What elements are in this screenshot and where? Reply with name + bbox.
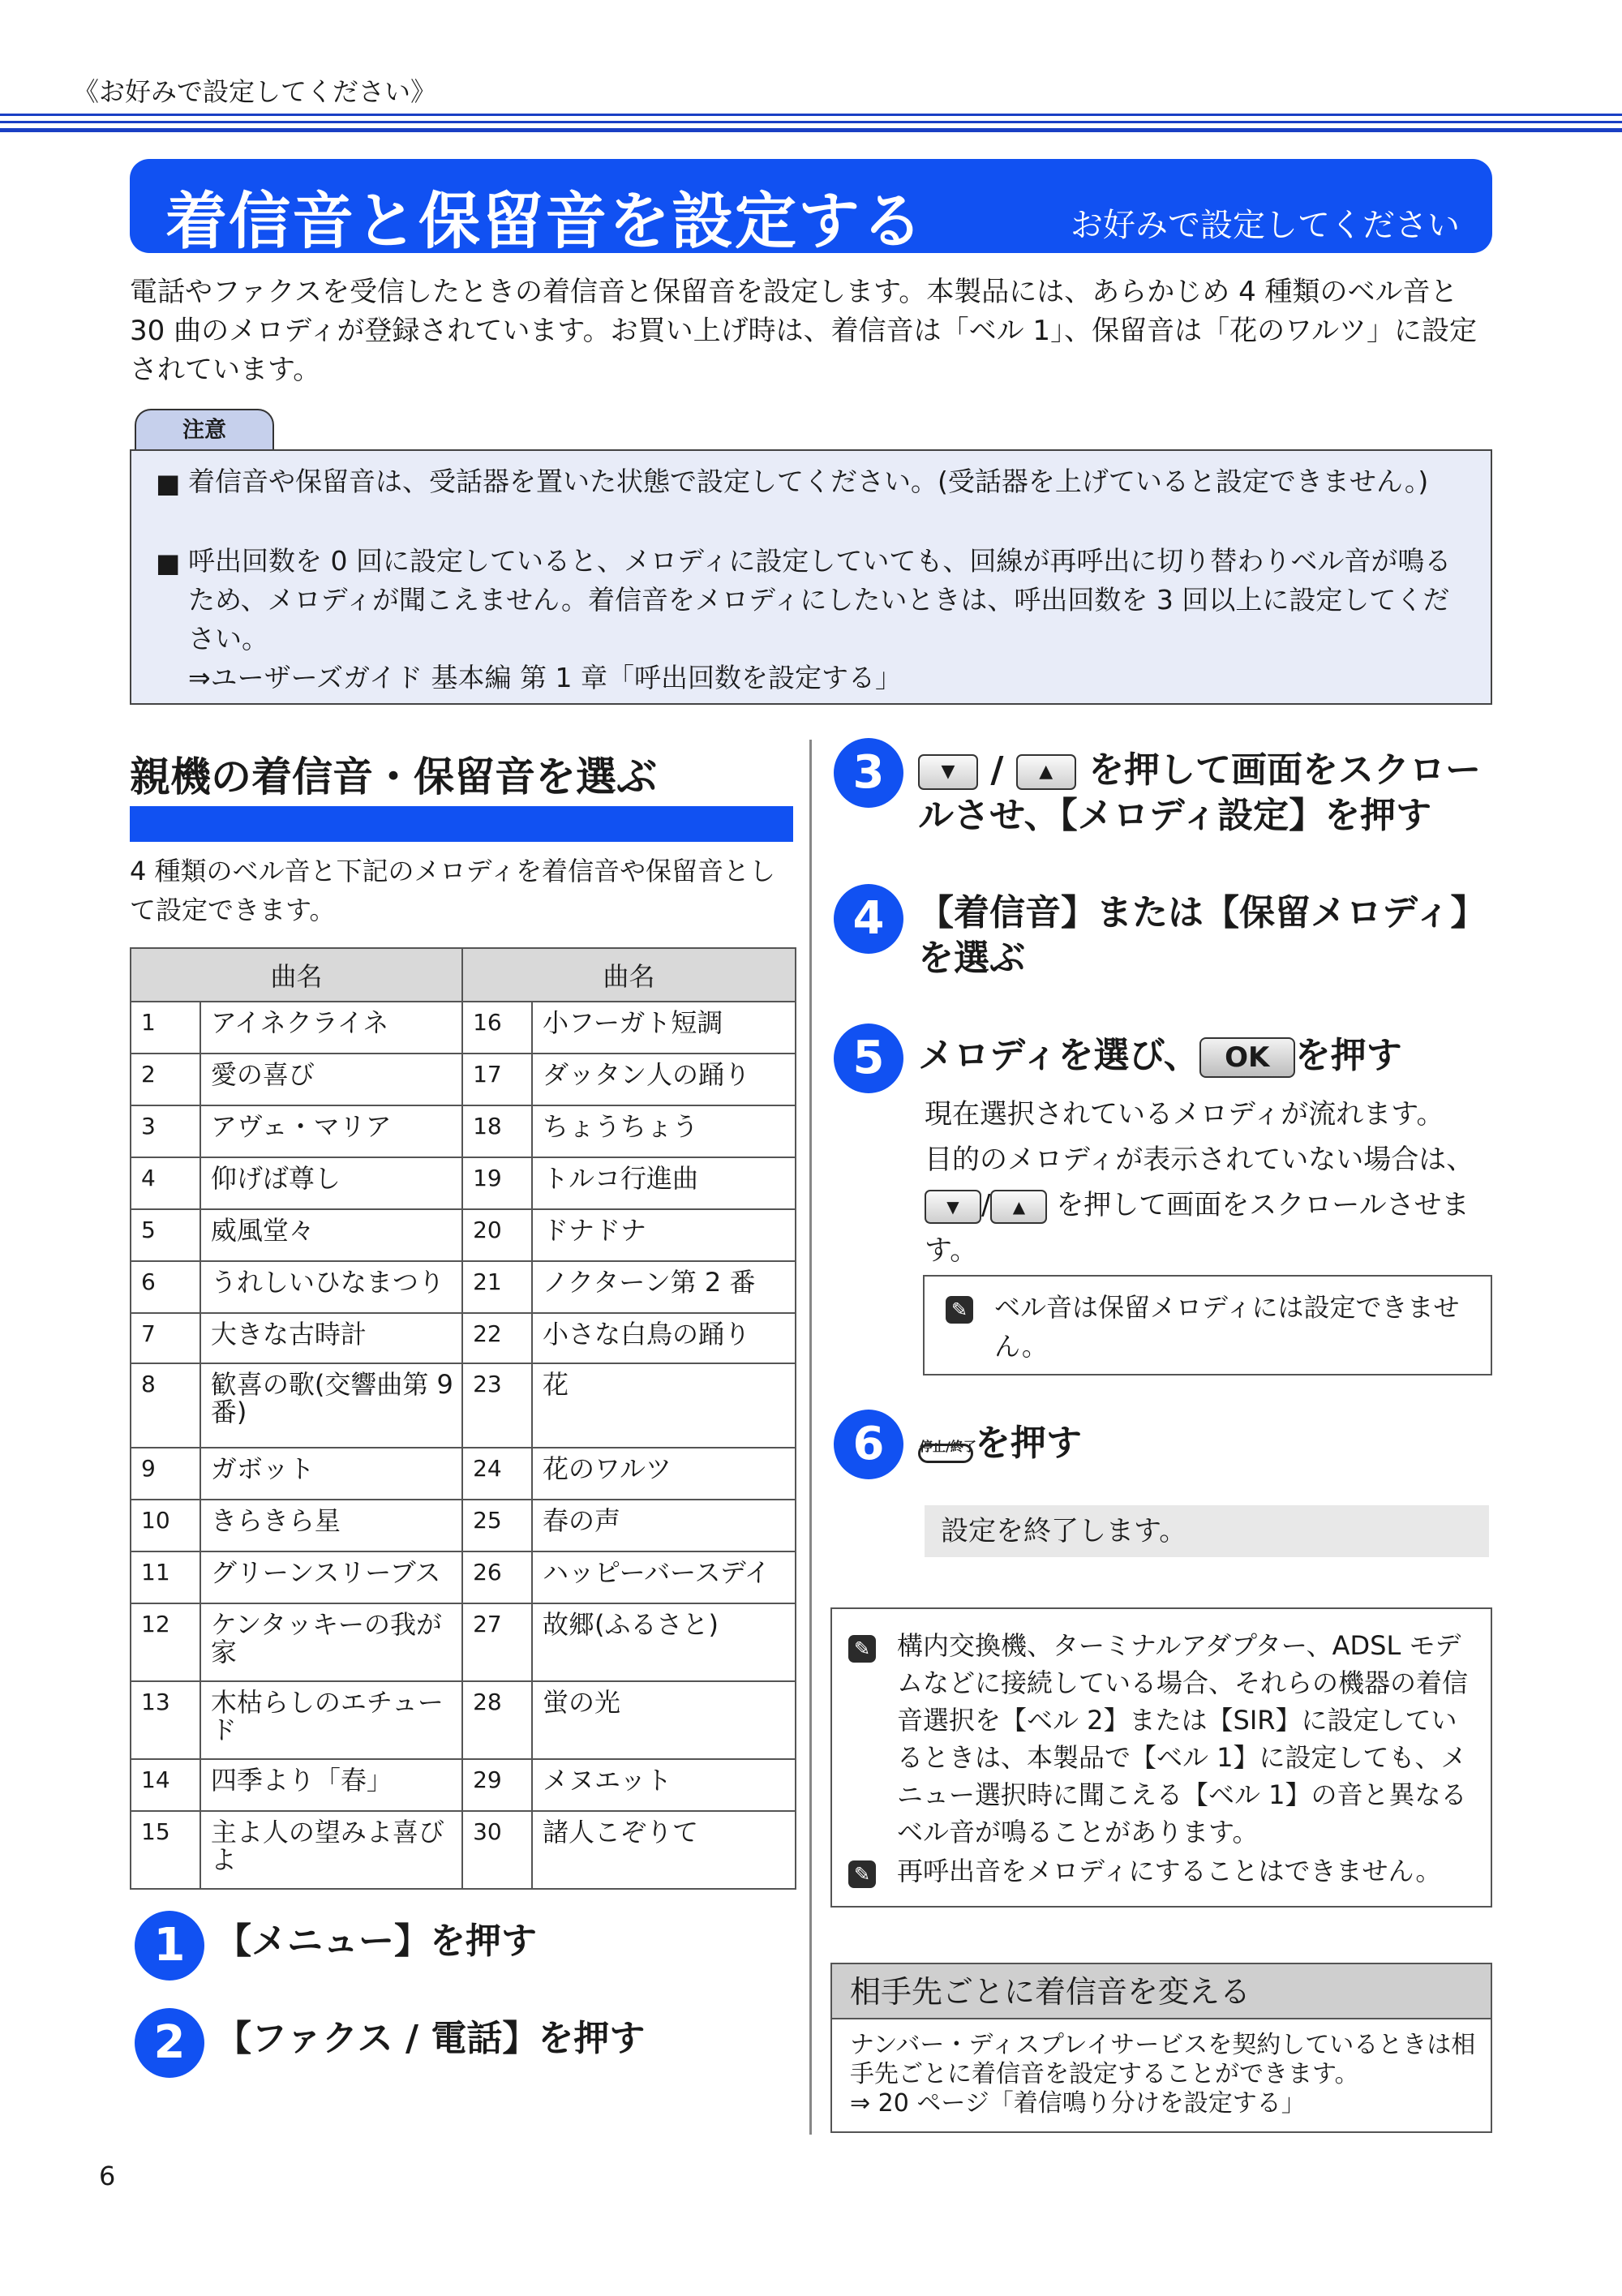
song-number-cell: 20 [462, 1209, 532, 1261]
song-title-cell: トルコ行進曲 [532, 1157, 796, 1209]
song-number-cell: 24 [462, 1448, 532, 1500]
table-row [131, 1105, 796, 1157]
table-row [131, 1157, 796, 1209]
table-row [131, 1603, 796, 1681]
up-arrow-key-icon: ▲ [1016, 754, 1076, 790]
section-description: 4 種類のベル音と下記のメロディを着信音や保留音として設定できます。 [130, 856, 775, 925]
song-title-cell: ケンタッキーの我が家 [200, 1603, 462, 1681]
song-title-cell: 歓喜の歌(交響曲第 9 番) [200, 1363, 462, 1448]
step-text: メロディを選び、 [918, 1035, 1199, 1076]
step-label [918, 1421, 1082, 1466]
step-label [918, 748, 1481, 839]
memo-item [848, 1852, 1481, 1890]
memo-pencil-icon: ✎ [848, 1635, 876, 1663]
song-title-cell: ノクターン第 2 番 [532, 1261, 796, 1313]
song-title-cell: 諸人こぞりて [532, 1811, 796, 1889]
table-row [131, 1448, 796, 1500]
song-number-cell: 10 [131, 1500, 200, 1551]
song-number-cell: 29 [462, 1759, 532, 1811]
step-number: 2 [135, 2008, 204, 2078]
song-number-cell: 18 [462, 1105, 532, 1157]
song-number-cell: 17 [462, 1054, 532, 1105]
song-number-cell: 12 [131, 1603, 200, 1681]
step-body-text: 目的のメロディが表示されていない場合は、 [925, 1144, 1474, 1176]
song-title-cell: きらきら星 [200, 1500, 462, 1551]
step-label: 【ファクス / 電話】を押す [216, 2018, 646, 2059]
memo-box [830, 1607, 1492, 1908]
song-title-cell: 故郷(ふるさと) [532, 1603, 796, 1681]
song-title-cell: 小フーガト短調 [532, 1002, 796, 1054]
song-number-cell: 6 [131, 1261, 200, 1313]
step-text: ルさせ、【メロディ設定】を押す [918, 795, 1432, 836]
table-row [131, 1551, 796, 1603]
stop-exit-key-icon [918, 1424, 975, 1466]
song-number-cell: 27 [462, 1603, 532, 1681]
table-row [131, 1811, 796, 1889]
key-separator: / [990, 749, 1004, 791]
table-row [131, 1759, 796, 1811]
step-text: 【着信音】または【保留メロディ】 [918, 892, 1487, 933]
down-arrow-key-icon: ▼ [925, 1190, 981, 1224]
song-number-cell: 21 [462, 1261, 532, 1313]
song-title-cell: 仰げば尊し [200, 1157, 462, 1209]
song-number-cell: 2 [131, 1054, 200, 1105]
step-text: を押して画面をスクロー [1088, 749, 1482, 791]
song-title-cell: ハッピーバースデイ [532, 1551, 796, 1603]
song-number-cell: 8 [131, 1363, 200, 1448]
song-title-cell: ガボット [200, 1448, 462, 1500]
page-number: 6 [99, 2161, 116, 2191]
song-title-cell: 春の声 [532, 1500, 796, 1551]
step-text: を押す [975, 1423, 1082, 1464]
song-number-cell: 26 [462, 1551, 532, 1603]
page-title: 着信音と保留音を設定する [165, 185, 925, 257]
ok-key-icon: OK [1199, 1037, 1295, 1078]
song-number-cell: 19 [462, 1157, 532, 1209]
song-number-cell: 11 [131, 1551, 200, 1603]
song-title-cell: 威風堂々 [200, 1209, 462, 1261]
song-number-cell: 28 [462, 1681, 532, 1759]
song-title-cell: 大きな古時計 [200, 1313, 462, 1363]
caution-item [156, 462, 1470, 501]
step-label [918, 891, 1486, 981]
song-number-cell: 9 [131, 1448, 200, 1500]
song-number-cell: 16 [462, 1002, 532, 1054]
song-number-cell: 23 [462, 1363, 532, 1448]
related-info-box [830, 1963, 1492, 2133]
song-title-cell: ダッタン人の踊り [532, 1054, 796, 1105]
related-info-title: 相手先ごとに着信音を変える [832, 1964, 1491, 2019]
caution-box [130, 449, 1492, 705]
step-number: 3 [834, 738, 903, 808]
song-number-cell: 25 [462, 1500, 532, 1551]
song-title-cell: メヌエット [532, 1759, 796, 1811]
table-row [131, 1209, 796, 1261]
step-body-text: 現在選択されているメロディが流れます。 [925, 1098, 1444, 1131]
memo-box [923, 1275, 1492, 1375]
song-title-cell: 主よ人の望みよ喜びよ [200, 1811, 462, 1889]
song-title-cell: 花 [532, 1363, 796, 1448]
song-number-cell: 1 [131, 1002, 200, 1054]
table-row [131, 1054, 796, 1105]
step-number: 1 [135, 1911, 204, 1981]
title-bar [130, 159, 1492, 257]
step-text: を選ぶ [918, 938, 1025, 979]
header-rule [0, 114, 1622, 116]
song-title-cell: アヴェ・マリア [200, 1105, 462, 1157]
table-row [131, 1500, 796, 1551]
stop-key-label: 停止/終了 [920, 1439, 976, 1454]
step-number: 6 [834, 1410, 903, 1479]
song-title-cell: 木枯らしのエチュード [200, 1681, 462, 1759]
memo-text: 構内交換機、ターミナルアダプター、ADSL モデムなどに接続している場合、それらの機器の着信音選択を【ベル 2】または【SIR】に設定しているときは、本製品で【ベル 1】に設定しても、メニュー選択時に聞こえる【ベル 1】の音と異なるベル音が鳴ることがあります。 [897, 1630, 1469, 1848]
key-separator: / [981, 1189, 991, 1221]
related-info-reference: ⇒ 20 ページ「着信鳴り分けを設定する」 [850, 2089, 1306, 2118]
page-category: お好みで設定してください [1071, 207, 1460, 244]
table-row [131, 1002, 796, 1054]
bullet-square-icon: ■ [156, 468, 181, 499]
memo-pencil-icon: ✎ [848, 1860, 876, 1888]
caution-text: 着信音や保留音は、受話器を置いた状態で設定してください。(受話器を上げていると設定できません。) [188, 466, 1429, 497]
memo-text: 再呼出音をメロディにすることはできません。 [897, 1856, 1442, 1886]
header-rule [0, 121, 1622, 123]
song-number-cell: 7 [131, 1313, 200, 1363]
column-header: 曲名 [462, 948, 796, 1002]
song-title-cell: ちょうちょう [532, 1105, 796, 1157]
table-row [131, 1313, 796, 1363]
song-number-cell: 4 [131, 1157, 200, 1209]
caution-text: 呼出回数を 0 回に設定していると、メロディに設定していても、回線が再呼出に切り替わりベル音が鳴るため、メロディが聞こえません。着信音をメロディにしたいときは、呼出回数を 3 回以上に設定してください。 [188, 545, 1452, 654]
up-arrow-key-icon: ▲ [990, 1190, 1047, 1224]
section-heading: 親機の着信音・保留音を選ぶ [130, 753, 657, 800]
song-number-cell: 5 [131, 1209, 200, 1261]
caution-reference: ⇒ユーザーズガイド 基本編 第 1 章「呼出回数を設定する」 [188, 662, 902, 693]
step-label [918, 1033, 1402, 1079]
memo-pencil-icon: ✎ [946, 1296, 973, 1324]
song-title-cell: グリーンスリーブス [200, 1551, 462, 1603]
song-title-cell: 愛の喜び [200, 1054, 462, 1105]
memo-text: ベル音は保留メロディには設定できません。 [994, 1292, 1460, 1362]
step-number: 5 [834, 1024, 903, 1093]
song-number-cell: 22 [462, 1313, 532, 1363]
header-rule [0, 128, 1622, 132]
song-title-cell: うれしいひなまつり [200, 1261, 462, 1313]
step-body-text [925, 1182, 1492, 1273]
step-5-body [925, 1092, 1492, 1273]
table-row [131, 1363, 796, 1448]
intro-paragraph: 電話やファクスを受信したときの着信音と保留音を設定します。本製品には、あらかじめ 4 種類のベル音と 30 曲のメロディが登録されています。お買い上げ時は、着信音は「ベル 1」、保留音は「花のワルツ」に設定されています。 [130, 276, 1478, 386]
caution-item [156, 542, 1470, 697]
down-arrow-key-icon: ▼ [918, 754, 978, 790]
caution-tab: 注意 [135, 409, 274, 451]
related-info-text: ナンバー・ディスプレイサービスを契約しているときは相手先ごとに着信音を設定することができます。 [850, 2031, 1476, 2088]
column-divider [809, 740, 812, 2135]
song-number-cell: 13 [131, 1681, 200, 1759]
table-row [131, 1681, 796, 1759]
stop-key-shape [918, 1444, 973, 1463]
song-number-cell: 30 [462, 1811, 532, 1889]
table-row [131, 1261, 796, 1313]
song-title-cell: 蛍の光 [532, 1681, 796, 1759]
step-text: を押す [1294, 1035, 1402, 1076]
step-label: 【メニュー】を押す [216, 1920, 537, 1962]
song-number-cell: 3 [131, 1105, 200, 1157]
table-header-row [131, 948, 796, 1002]
step-number: 4 [834, 884, 903, 954]
breadcrumb: 《お好みで設定してください》 [73, 76, 437, 107]
song-title-cell: ドナドナ [532, 1209, 796, 1261]
song-title-cell: 花のワルツ [532, 1448, 796, 1500]
column-header: 曲名 [131, 948, 462, 1002]
song-title-cell: アイネクライネ [200, 1002, 462, 1054]
related-info-body [850, 2031, 1483, 2118]
bullet-square-icon: ■ [156, 547, 181, 578]
song-title-cell: 四季より「春」 [200, 1759, 462, 1811]
song-number-cell: 14 [131, 1759, 200, 1811]
step-result: 設定を終了します。 [925, 1505, 1489, 1557]
song-number-cell: 15 [131, 1811, 200, 1889]
section-bar [130, 806, 793, 842]
melody-table [130, 947, 796, 1890]
song-title-cell: 小さな白鳥の踊り [532, 1313, 796, 1363]
step-body-text: を押して画面をスクロールさせます。 [925, 1189, 1470, 1267]
memo-item [848, 1627, 1481, 1851]
